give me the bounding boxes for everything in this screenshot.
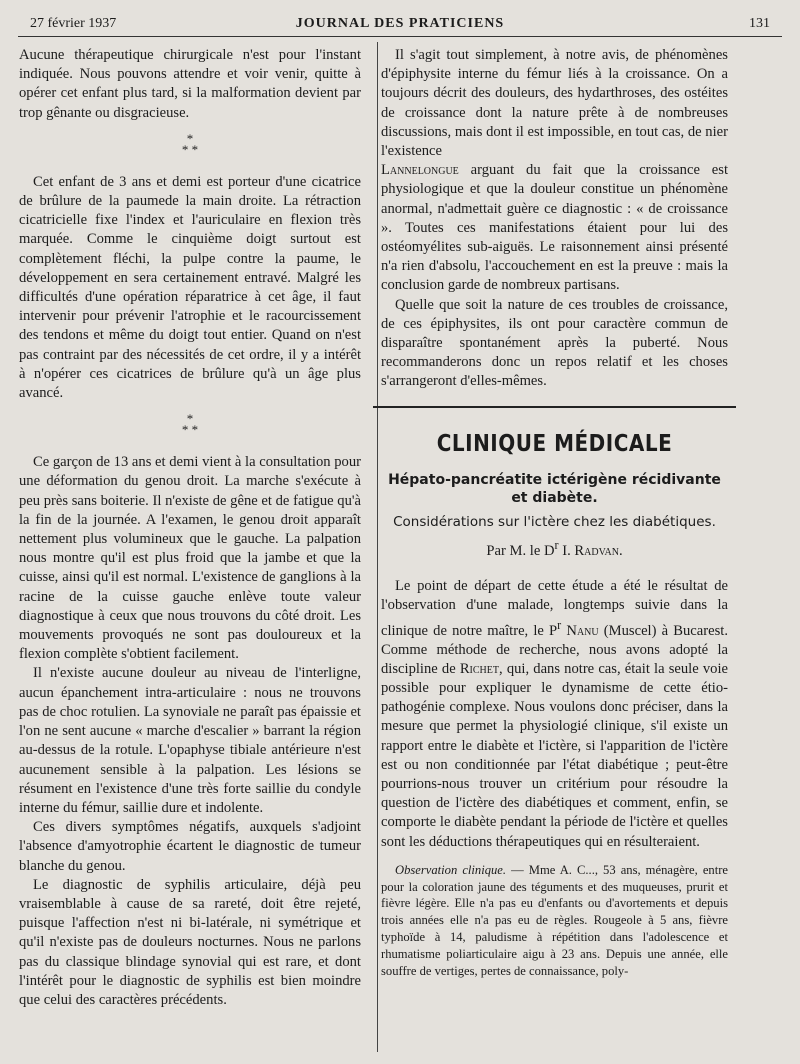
paragraph: Le diagnostic de syphilis articulaire, déjà peu vraisemblable à cause de sa rareté, doit être rejeté, puisque l'affection n'est ni bi-latérale, ni symétrique et qu'il n'existe pas de douleurs nocturnes. Nous ne parlons pas du classique blindage synovial qui est rare, et dont l'intérêt pour le diagnostic de syphilis est bien moindre que celui des caractères précédents. <box>19 876 361 1008</box>
page-header <box>30 14 770 36</box>
right-column <box>381 46 728 979</box>
section-separator: * * * <box>181 130 199 157</box>
column-divider <box>377 42 378 1052</box>
paragraph: Ce garçon de 13 ans et demi vient à la consultation pour une déformation du genou droit. La marche s'exécute à peu près sans boiterie. Il n'existe de gêne et de fatigue qu'à la fin de la journée. A l'examen, le genou droit apparaît nettement plus volumineux que le gauche. La palpation nous montre qu'il est plus froid que la jambe et que la cuisse, ainsi qu'il est normal. L'existence de ganglions à la racine de la cuisse gauche enlève toute valeur diagnostique à ceux que nous trouvons du côté droit. Les mouvements provoqués ne sont pas douloureux et la flexion complète s'obtient facilement. <box>19 454 361 663</box>
journal-title: JOURNAL DES PRATICIENS <box>295 16 505 31</box>
paragraph: Il n'existe aucune douleur au niveau de l'interligne, aucun épanchement intra-articulaire : nous ne trouvons pas de choc rotulien. La synoviale ne paraît pas épaissie et l'on ne sent aucune « marche d'escalier » barrant la région au-dessus de la rotule. L'opaphyse tibiale antérieure n'est aucunement sensible à la palpation. Les lésions se résument en l'existence d'une très forte saillie du condyle interne du fémur, saillie dure et indolente. <box>19 665 361 816</box>
article-title: Hépato-pancréatite ictérigène récidivante et diabète. <box>388 471 721 506</box>
section-separator: * * * <box>181 411 199 438</box>
section-rule <box>373 406 736 408</box>
clinical-observation: Observation clinique. — Mme A. C..., 53 ans, ménagère, entre pour la coloration jaune des téguments et des muqueuses, prurit et fièvre légère. Elle n'a pas eu d'enfants ou d'avortements et depuis trois années elle n'a pas eu de règles. Rougeole à 5 ans, fièvre typhoïde à 14, paludisme à répétition dans l'adolescence et rhumatisme poliarticulaire aigu à 23 ans. Depuis une année, elle souffre de vertiges, pertes de connaissance, poly- <box>381 862 728 978</box>
paragraph: Aucune thérapeutique chirurgicale n'est pour l'instant indiquée. Nous pouvons attendre et voir venir, quitte à opérer cet enfant plus tard, si la malformation devient par trop gênante ou disgracieuse. <box>19 47 361 121</box>
page-number: 131 <box>749 16 770 31</box>
paragraph: Quelle que soit la nature de ces troubles de croissance, de ces épiphysites, ils ont pour caractère commun de disparaître spontanément après la puberté. Nous recommanderons donc un repos relatif et les choses s'arrangeront d'elles-mêmes. <box>381 296 728 390</box>
paragraph: Ces divers symptômes négatifs, auxquels s'adjoint l'absence d'amyotrophie écartent le diagnostic de tumeur blanche du genou. <box>19 819 361 874</box>
issue-date: 27 février 1937 <box>30 16 117 31</box>
paragraph: Il s'agit tout simplement, à notre avis, de phénomènes d'épiphysite interne du fémur liés à la croissance. On a toujours décrit des douleurs, des hydarthroses, des ostéites de croissance dont la nature prête à de nombreuses discussions, mais dont il est impossible, en tout cas, de nier l'existence <box>381 47 728 160</box>
article-subtitle: Considérations sur l'ictère chez les diabétiques. <box>393 513 716 530</box>
author-name: I. Radvan. <box>562 542 623 559</box>
left-column <box>19 46 361 1010</box>
observation-label: Observation clinique. <box>395 862 507 877</box>
paragraph: Le point de départ de cette étude a été le résultat de l'observation d'une malade, longtemps suivie dans la clinique de notre maître, le $P^r$ Nanu (Muscel) à Bucarest. Comme méthode de recherche, nous avons adopté la discipline de Richet, qui, dans notre cas, était la seule voie possible pour expliquer le dynamisme de cette étio-pathogénie complexe. Nous voulons donc préciser, dans la mesure que permet la physiologié clinique, s'il existe un rapport entre le diabète et l'ictère, si l'apparition de l'ictère est ou non conditionnée par l'état diabétique ; peut-être pourrions-nous trouver un critérium pour résoudre la question de l'ictère des diabétiques et comment, enfin, se comporte le diabète pendant la période de l'ictère et quelles sont les déductions thérapeutiques qui en résulteraient. <box>381 578 728 850</box>
byline: Par M. le $D^r$ I. Radvan. <box>486 538 623 559</box>
section-title: CLINIQUE MÉDICALE <box>436 428 673 457</box>
paragraph: Lannelongue arguant du fait que la croissance est physiologique et que la douleur constitue un phénomène anormal, n'admettait guère ce diagnostic : « de croissance ». Toutes ces manifestations étaient pour lui des ostéomyélites sub-aiguës. Le raisonnement ainsi présenté n'a rien d'absolu, l'accouchement en est la preuve : mais la conclusion garde de nombreux partisans. <box>381 162 728 294</box>
author-name: Lannelongue <box>381 162 459 179</box>
header-rule <box>18 36 782 37</box>
paragraph: Cet enfant de 3 ans et demi est porteur d'une cicatrice de brûlure de la paumede la main droite. La rétraction cicatricielle fixe l'index et l'auriculaire en flexion très marquée. Comme le cinquième doigt surtout est complètement fléchi, la pulpe contre la paume, le développement en sera certainement entravé. Malgré les difficultés d'une opération réparatrice à cet âge, il faut intervenir pour prévenir l'atrophie et le racourcissement des tendons et même du doigt tout entier. Quand on n'est pas contraint par des nécessités de cet ordre, il y a intérêt à n'opérer ces cicatrices de brûlure qu'à un âge plus avancé. <box>19 173 361 402</box>
